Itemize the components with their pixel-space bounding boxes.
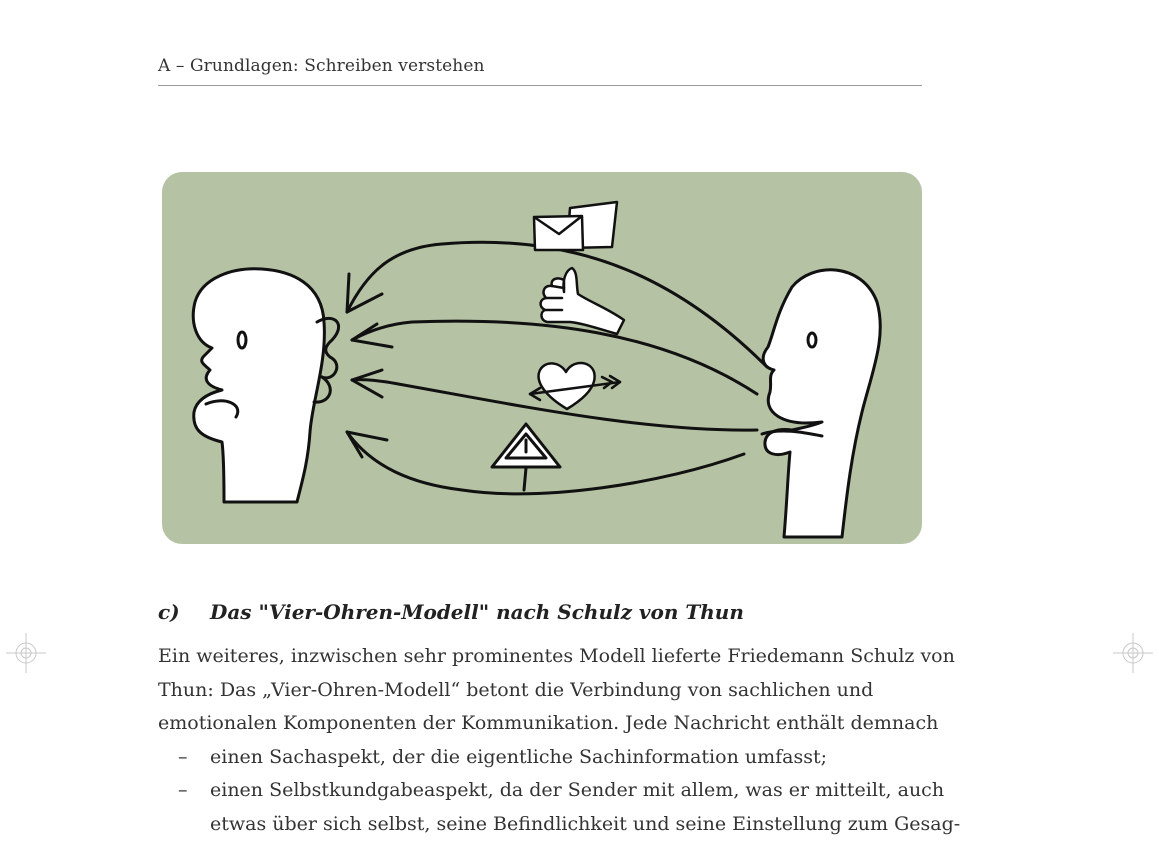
body-text [158,640,928,841]
section-title: Das "Vier-Ohren-Modell" nach Schulz von Thun [210,600,744,624]
list-item [158,774,928,808]
paragraph-line: Thun: Das „Vier-Ohren-Modell“ betont die Verbindung von sachlichen und [158,674,928,708]
list-item-text: einen Selbstkundgabeaspekt, da der Sender mit allem, was er mitteilt, auch [210,774,944,808]
header-rule [158,85,922,86]
section-number: c) [158,600,210,624]
list-item-continuation [158,808,928,841]
crop-mark-left [6,633,46,673]
running-head: A – Grundlagen: Schreiben verstehen [158,56,922,76]
list-item-text: etwas über sich selbst, seine Befindlichkeit und seine Einstellung zum Gesag- [210,808,960,841]
list-item [158,741,928,775]
paragraph-line: Ein weiteres, inzwischen sehr prominentes Modell lieferte Friedemann Schulz von [158,640,928,674]
section-heading [158,600,938,624]
bullet-dash: – [158,774,210,808]
four-ears-illustration [162,172,922,544]
paragraph-line: emotionalen Komponenten der Kommunikation. Jede Nachricht enthält demnach [158,707,928,741]
list-item-text: einen Sachaspekt, der die eigentliche Sachinformation umfasst; [210,741,827,775]
crop-mark-right [1113,633,1153,673]
bullet-dash: – [158,741,210,775]
